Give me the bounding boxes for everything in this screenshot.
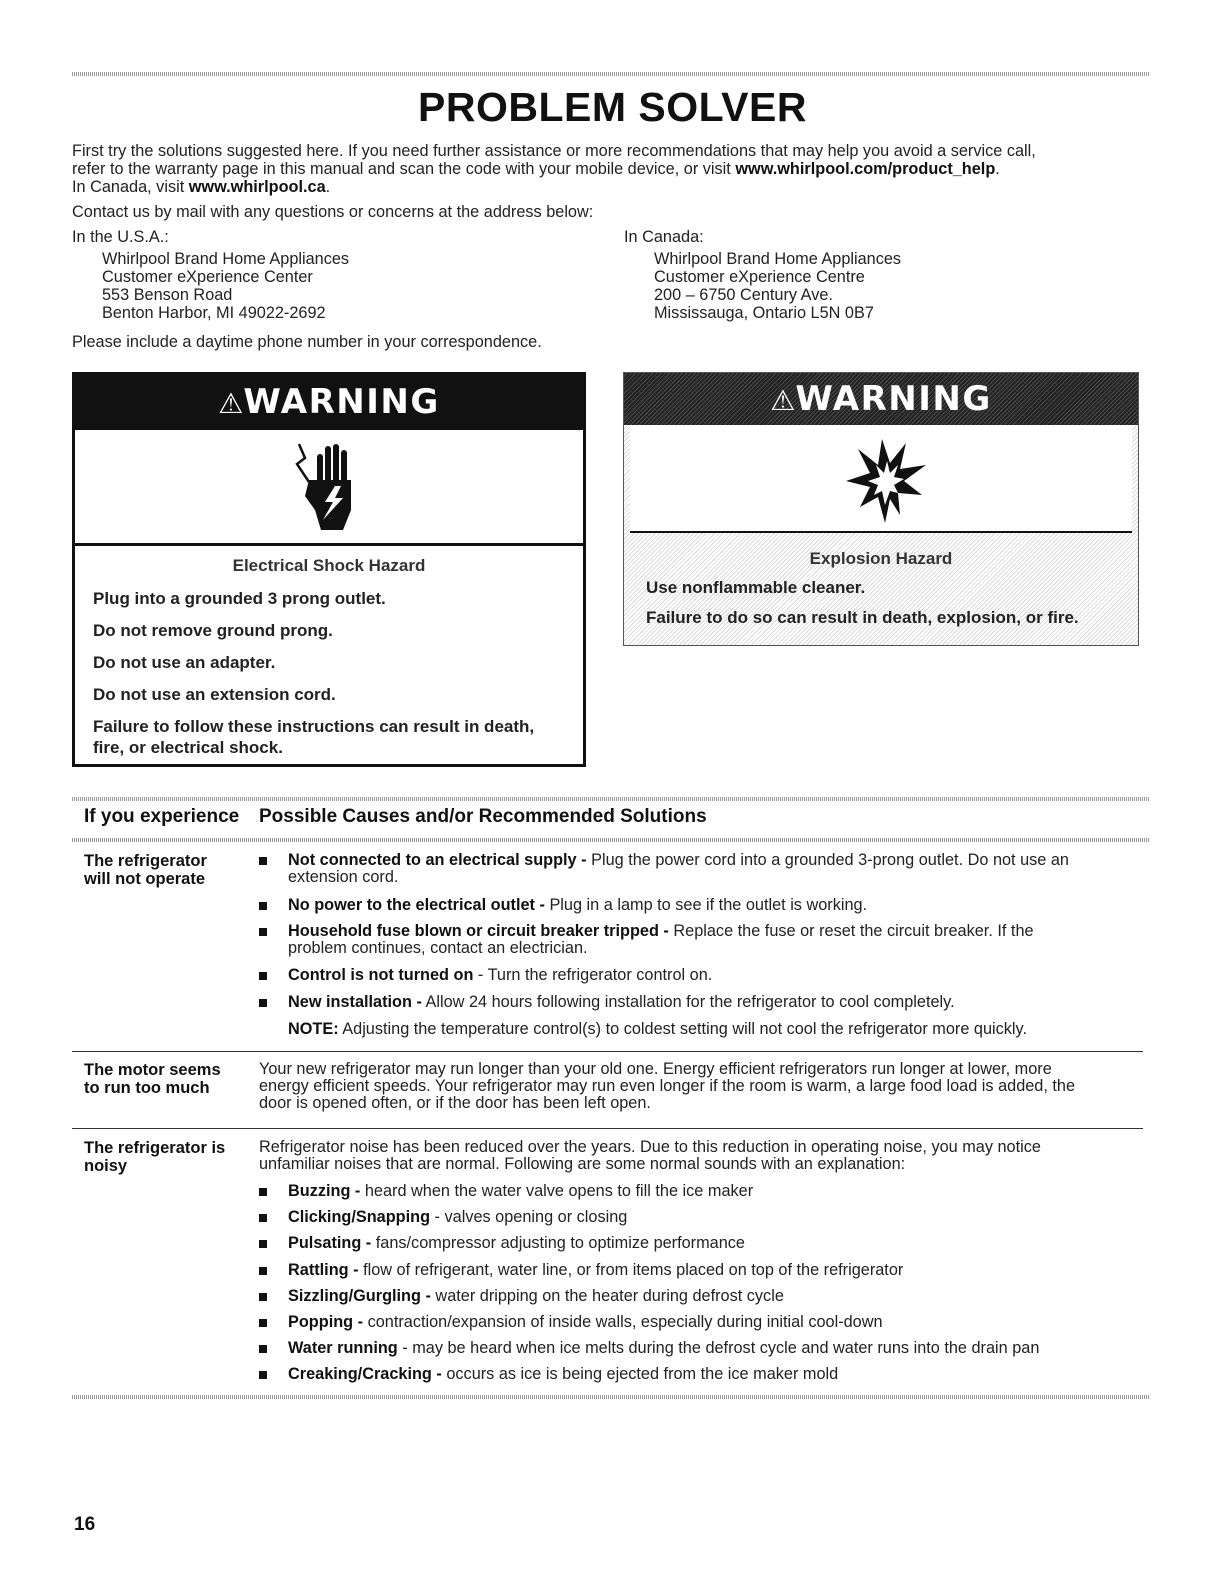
electrical-icon-area (75, 430, 583, 546)
bullet-icon (259, 999, 267, 1007)
bullet-icon (259, 857, 267, 865)
address-canada (624, 228, 901, 322)
warning-line: Do not use an extension cord. (93, 685, 336, 704)
address-us (72, 228, 349, 322)
address-line: Whirlpool Brand Home Appliances (654, 250, 902, 268)
table-header-rule (72, 838, 1150, 842)
page-title: PROBLEM SOLVER (418, 84, 807, 130)
address-line: Whirlpool Brand Home Appliances (102, 250, 350, 268)
bullet-icon (259, 928, 267, 936)
table-bottom-rule (72, 1395, 1150, 1399)
address-line: 200 – 6750 Century Ave. (654, 286, 833, 304)
address-line: Benton Harbor, MI 49022-2692 (102, 304, 326, 322)
bullet-icon (259, 1267, 267, 1275)
address-line: 553 Benson Road (102, 286, 233, 304)
warning-explosion-box (623, 372, 1139, 646)
warning-line: Plug into a grounded 3 prong outlet. (93, 589, 386, 608)
canada-link[interactable]: www.whirlpool.ca (188, 178, 326, 196)
intro-line-1: First try the solutions suggested here. If you need further assistance or more recommendations that may help you avoid a service call, (72, 142, 1036, 160)
intro-paragraph (72, 142, 1152, 196)
row-divider (72, 1128, 1143, 1129)
bullet-icon (259, 972, 267, 980)
bullet-icon (259, 1319, 267, 1327)
warning-header: ⚠WARNING (624, 373, 1138, 425)
column-header-symptom: If you experience (84, 806, 240, 827)
bullet-icon (259, 1293, 267, 1301)
column-header-solutions: Possible Causes and/or Recommended Solutions (259, 806, 707, 827)
bullet-icon (259, 902, 267, 910)
symptom-label: The refrigerator is noisy (84, 1139, 226, 1175)
row-divider (72, 1051, 1143, 1052)
warning-line: Failure to do so can result in death, explosion, or fire. (646, 608, 1079, 627)
solution-text: Your new refrigerator may run longer than your old one. Energy efficient refrigerators run longer at lower, more energy efficient speeds. Your refrigerator may run even longer if the room is warm, a large food load is added, the door is opened often, or if the door has been left open. (259, 1060, 1076, 1112)
warning-header: ⚠WARNING (75, 375, 583, 430)
address-us-heading: In the U.S.A.: (72, 228, 169, 246)
hazard-title: Electrical Shock Hazard (232, 556, 426, 575)
explosion-icon-area (630, 425, 1132, 533)
hazard-title: Explosion Hazard (809, 549, 953, 568)
warning-line: Use nonflammable cleaner. (646, 578, 866, 597)
top-rule (72, 72, 1150, 76)
address-canada-heading: In Canada: (624, 228, 704, 246)
warning-line: Do not remove ground prong. (93, 621, 333, 640)
table-top-rule (72, 797, 1150, 801)
intro-line-2: refer to the warranty page in this manual and scan the code with your mobile device, or visit www.whirlpool.com/product_help. (72, 160, 1000, 178)
bullet-icon (259, 1345, 267, 1353)
warning-electrical-box (72, 372, 586, 767)
contact-line: Contact us by mail with any questions or concerns at the address below: (72, 203, 594, 221)
address-line: Customer eXperience Center (102, 268, 313, 286)
closing-line: Please include a daytime phone number in your correspondence. (72, 333, 542, 351)
symptom-label: The motor seems to run too much (84, 1061, 221, 1097)
note: NOTE: Adjusting the temperature control(s) to coldest setting will not cool the refrigerator more quickly. (288, 1020, 1028, 1038)
address-line: Customer eXperience Centre (654, 268, 865, 286)
explosion-icon (840, 435, 930, 525)
solution-text: Refrigerator noise has been reduced over the years. Due to this reduction in operating noise, you may notice unfamiliar noises that are normal. Following are some normal sounds with an explanation: (259, 1138, 1041, 1173)
intro-line-3: In Canada, visit www.whirlpool.ca. (72, 178, 331, 196)
bullet-icon (259, 1371, 267, 1379)
product-help-link[interactable]: www.whirlpool.com/product_help (735, 160, 996, 178)
symptom-label: The refrigerator will not operate (84, 852, 207, 888)
electrical-shock-icon (291, 440, 371, 540)
bullet-icon (259, 1214, 267, 1222)
bullet-icon (259, 1188, 267, 1196)
warning-triangle-icon: ⚠ (770, 384, 796, 417)
page-number: 16 (74, 1514, 96, 1535)
warning-line: Failure to follow these instructions can result in death, (93, 717, 535, 736)
address-line: Mississauga, Ontario L5N 0B7 (654, 304, 874, 322)
bullet-icon (259, 1240, 267, 1248)
warning-line: Do not use an adapter. (93, 653, 276, 672)
warning-line: fire, or electrical shock. (93, 738, 283, 757)
warning-triangle-icon: ⚠ (218, 387, 244, 420)
